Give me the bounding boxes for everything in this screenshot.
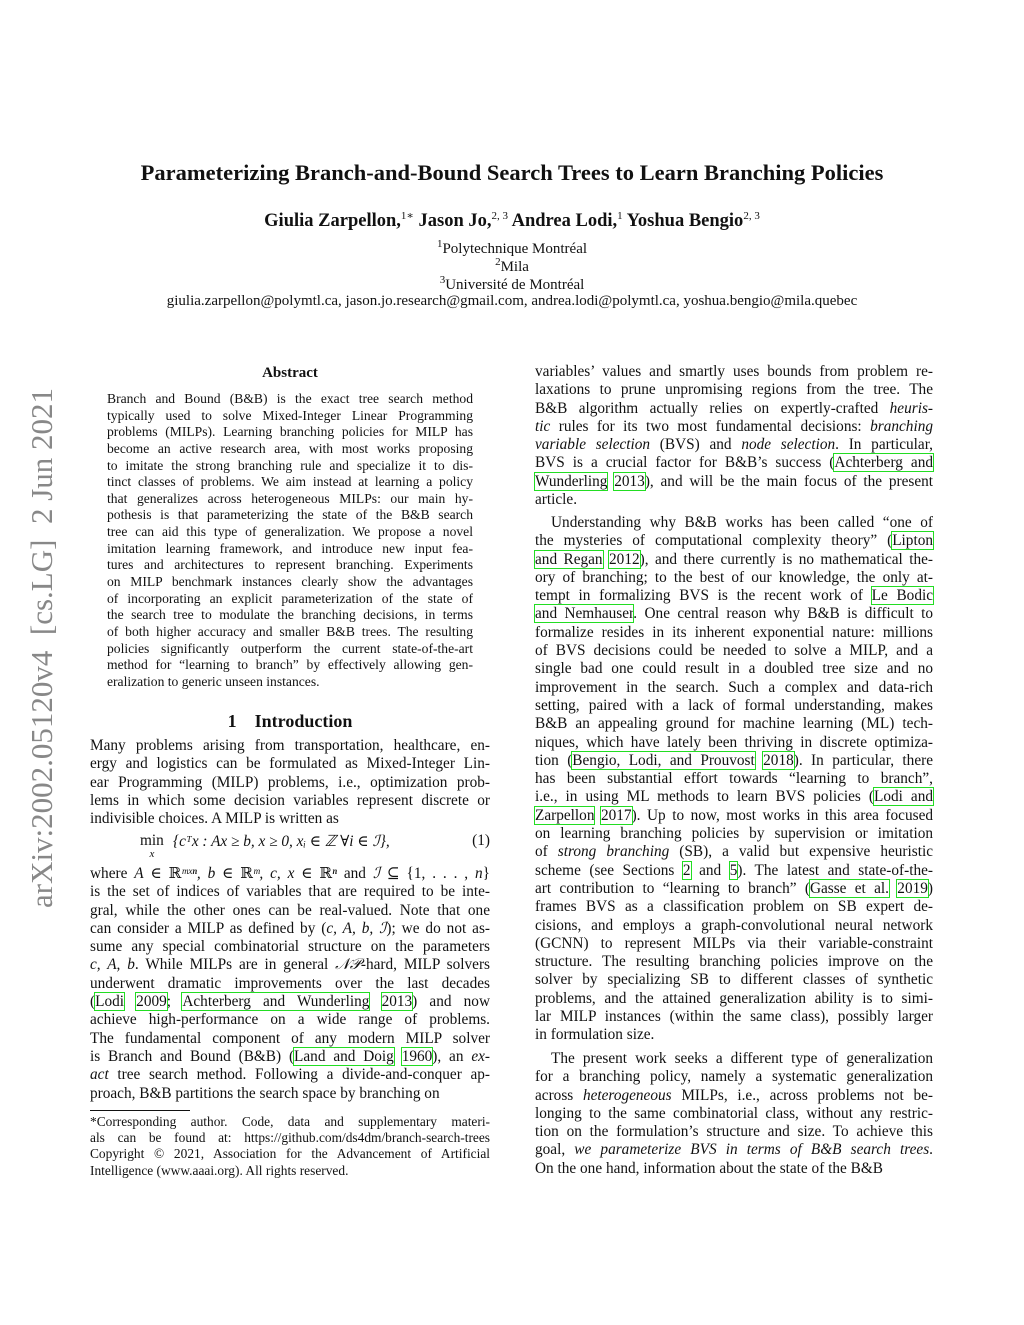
text-run: structure. The resulting branching policies improve on the xyxy=(535,953,933,971)
text-run: B&B algorithm actually relies on expertly-crafted xyxy=(535,399,890,417)
text-line xyxy=(535,473,933,491)
text-line xyxy=(90,737,490,755)
text-run: B&B an appealing ground for machine learning (ML) tech- xyxy=(535,715,933,733)
author xyxy=(627,211,760,231)
text-run: i.e., in using ML methods to learn BVS policies ( xyxy=(535,788,874,806)
author xyxy=(512,211,623,231)
text-run: problems (MILPs). Learning branching policies for MILP has xyxy=(107,424,473,440)
italic-text: heuris- xyxy=(889,399,933,417)
text-line xyxy=(90,1048,490,1066)
text-run: problems, and the attained generalization ability is to simi- xyxy=(535,989,933,1007)
text-line xyxy=(107,607,473,624)
text-run: imitation learning framework, and introduce new input fea- xyxy=(107,540,473,556)
text-line xyxy=(535,697,933,715)
text-run: ∈ ℝ xyxy=(215,865,254,882)
text-run: on MILP benchmark instances clearly show the advantages xyxy=(107,574,473,590)
intro-paragraph xyxy=(90,737,490,828)
text-run: tempt in formalizing BVS is the recent work of xyxy=(535,587,872,605)
abstract xyxy=(107,363,473,691)
text-run: lar MILP instances (within the same class), possibly larger xyxy=(535,1008,933,1026)
text-line xyxy=(107,408,473,425)
arxiv-stamp: arXiv:2002.05120v4 [cs.LG] 2 Jun 2021 xyxy=(24,387,59,909)
text-line xyxy=(535,935,933,953)
affiliation-sup: 1 xyxy=(436,238,443,250)
italic-text: act xyxy=(90,1066,109,1084)
citation-link[interactable]: 2013 xyxy=(614,472,645,490)
affiliation-name: Polytechnique Montréal xyxy=(442,241,588,257)
citation-link[interactable]: Le Bodic xyxy=(871,587,934,605)
text-line xyxy=(90,792,490,810)
author-sup: 2, 3 xyxy=(743,210,760,222)
math-text: ℐ xyxy=(372,865,380,882)
text-line xyxy=(535,381,933,399)
text-run: tures and architectures to represent branching. Experiments xyxy=(107,557,473,573)
citation-link[interactable]: Bengio, Lodi, and Prouvost xyxy=(572,751,755,769)
text-run: tinct classes of problems. We aim instead at learning a policy xyxy=(107,474,473,490)
text-run: become an active research area, with most works proposing xyxy=(107,440,473,456)
citation-link[interactable]: 2018 xyxy=(763,751,794,769)
footnote-rule xyxy=(90,1110,190,1111)
text-run: ) and now xyxy=(412,993,490,1011)
text-line xyxy=(90,975,490,993)
affiliation xyxy=(0,256,1024,276)
text-line xyxy=(90,1146,490,1162)
text-run: variables’ values and smartly uses bounds from problem re- xyxy=(535,363,933,380)
equation-operator xyxy=(140,832,164,868)
italic-text: tic xyxy=(535,417,551,435)
text-run: tree search method. Following a divide-and-conquer ap- xyxy=(108,1066,490,1084)
text-run: } xyxy=(482,865,491,882)
text-line xyxy=(107,458,473,475)
text-run: has been substantial effort towards “learning to branch”, xyxy=(535,770,933,788)
text-line xyxy=(535,624,933,642)
text-run: proach, B&B partitions the search space by branching on xyxy=(90,1084,440,1102)
text-run: goal, xyxy=(535,1141,575,1159)
text-line xyxy=(107,674,473,691)
text-run: tree can aid this type of generalization. We propose a novel xyxy=(107,524,473,540)
text-run: of incorporating an explicit parameterization of the state of xyxy=(107,590,473,606)
text-line xyxy=(535,1026,933,1044)
text-run: is the set of indices of variables that are required to be inte- xyxy=(90,883,490,901)
math-text: ᵐ, c, x xyxy=(253,865,295,882)
text-run: Intelligence (www.aaai.org). All rights reserved. xyxy=(90,1162,349,1178)
affiliation-sup: 2 xyxy=(495,256,501,268)
text-line xyxy=(535,400,933,418)
footnote xyxy=(90,1114,490,1179)
text-run: across xyxy=(535,1086,583,1104)
section-heading xyxy=(90,711,490,732)
text-line xyxy=(107,491,473,508)
text-run: ( xyxy=(90,993,96,1011)
text-run: underwent dramatic improvements over the last decades xyxy=(90,974,490,992)
text-line xyxy=(90,993,490,1011)
text-line xyxy=(90,865,490,883)
text-run: ear Programming (MILP) problems, i.e., optimization prob- xyxy=(90,773,490,791)
author-sup: 1 xyxy=(617,210,623,222)
text-run: sume any special combinatorial structure on the parameters xyxy=(90,938,490,956)
citation-link[interactable]: 5 xyxy=(729,861,738,879)
text-line xyxy=(535,1141,933,1159)
text-run: pothesis is that parameterizing the state of the B&B search xyxy=(107,507,473,523)
citation-link[interactable]: Gasse et al. xyxy=(809,879,889,897)
text-line xyxy=(535,1123,933,1141)
italic-text: variable selection xyxy=(535,436,651,454)
intro-paragraph xyxy=(535,1050,933,1178)
math-text: c, A, b xyxy=(90,956,135,974)
citation-link[interactable]: 2012 xyxy=(609,550,640,568)
text-line xyxy=(535,642,933,660)
text-run: Branch and Bound (B&B) is the exact tree search method xyxy=(107,391,473,406)
italic-text: heterogeneous xyxy=(582,1086,672,1104)
text-line xyxy=(90,774,490,792)
math-text: c, A, b, ℐ xyxy=(326,919,387,937)
text-line xyxy=(107,424,473,441)
text-line xyxy=(535,587,933,605)
text-line xyxy=(90,1114,490,1130)
citation-link[interactable]: 2019 xyxy=(897,879,928,897)
text-run: of xyxy=(535,843,558,861)
text-run: MILPs, i.e., across problems not be- xyxy=(671,1086,933,1104)
text-run: . While MILPs are in general xyxy=(134,956,336,974)
text-run: indivisible choices. A MILP is written as xyxy=(90,810,339,828)
text-run xyxy=(394,1048,402,1065)
text-run: is Branch and Bound (B&B) ( xyxy=(90,1047,295,1065)
citation-link[interactable]: Land and Doig xyxy=(294,1047,394,1065)
citation-link[interactable]: Zarpellon xyxy=(535,806,595,824)
text-run: ). Up to now, most works in this area focused xyxy=(631,806,934,824)
text-run: ). The latest and state-of-the- xyxy=(737,861,933,879)
text-run: lems in which some decision variables represent discrete or xyxy=(90,791,490,809)
text-run: that generalizes across heterogeneous MILPs: our main hy- xyxy=(107,490,473,506)
equation-1 xyxy=(90,832,490,866)
text-line xyxy=(90,956,490,974)
text-run: . xyxy=(929,1141,933,1159)
text-line xyxy=(90,1011,490,1029)
affiliation-name: Mila xyxy=(500,259,529,275)
text-line xyxy=(90,902,490,920)
text-line xyxy=(90,1163,490,1179)
text-run: tion ( xyxy=(535,751,573,769)
text-line xyxy=(535,679,933,697)
text-line xyxy=(535,514,933,532)
text-run xyxy=(594,807,601,824)
author-name: Giulia Zarpellon, xyxy=(264,211,401,232)
text-run: -hard, MILP solvers xyxy=(360,956,491,974)
min-operator: min xyxy=(140,832,164,849)
math-text: ⁿ xyxy=(332,865,337,882)
text-run: where xyxy=(90,865,135,882)
text-line xyxy=(535,605,933,623)
text-run: The present work seeks a different type of generalization xyxy=(551,1050,933,1067)
text-run: ∈ ℝ xyxy=(143,865,182,882)
text-run: the mysteries of computational complexity theory” ( xyxy=(535,532,893,550)
text-line xyxy=(535,990,933,1008)
citation-link[interactable]: Lodi and xyxy=(873,788,933,806)
italic-text: ex- xyxy=(471,1047,491,1065)
abstract-body xyxy=(107,391,473,691)
citation-link[interactable]: Lodi xyxy=(95,993,125,1011)
text-run: *Corresponding author. Code, data and supplementary materi- xyxy=(90,1114,490,1129)
text-line xyxy=(107,657,473,674)
math-text: ᵐˣⁿ, b xyxy=(181,865,216,882)
italic-text: node selection xyxy=(741,436,836,454)
text-line xyxy=(535,1105,933,1123)
text-line xyxy=(90,938,490,956)
text-line xyxy=(107,557,473,574)
text-line xyxy=(535,825,933,843)
text-line xyxy=(535,1160,933,1178)
text-run: method for “learning to branch” by effectively allowing gen- xyxy=(107,657,473,673)
text-line xyxy=(535,1068,933,1086)
text-run: the search tree to modulate the branching decisions, in terms xyxy=(107,607,473,623)
text-line xyxy=(535,551,933,569)
text-run: policies significantly outperform the current state-of-the-art xyxy=(107,640,473,656)
text-run: ), and there currently is no mathematical the- xyxy=(639,550,933,568)
text-line xyxy=(90,1085,490,1103)
text-run: solver by specializing SB to different classes of synthetic xyxy=(535,971,933,989)
affiliation xyxy=(0,238,1024,258)
text-line xyxy=(90,1130,490,1146)
text-run: On the one hand, information about the state of the B&B xyxy=(535,1159,883,1177)
text-run: tion on the formulation’s structure and size. To achieve this xyxy=(535,1123,933,1141)
text-line xyxy=(535,418,933,436)
citation-link[interactable]: and Regan xyxy=(535,550,603,568)
text-run: Understanding why B&B works has been called “one of xyxy=(551,514,933,531)
text-run: on learning branching policies by supervision or imitation xyxy=(535,825,933,843)
text-run: single bad one could result in a doubled tree size and no xyxy=(535,660,933,678)
text-run: can consider a MILP as defined by ( xyxy=(90,919,327,937)
text-run: scheme (see Sections xyxy=(535,861,683,879)
citation-link[interactable]: 2009 xyxy=(136,993,167,1011)
text-run: ⊆ {1, . . . , xyxy=(380,865,476,882)
text-line xyxy=(535,436,933,454)
text-run: cisions, and employs a graph-convolutional neural network xyxy=(535,916,933,934)
text-run: formalize resides in its inherent exponential nature: millions xyxy=(535,623,933,641)
italic-text: branching xyxy=(870,417,933,435)
text-run: eralization to generic unseen instances. xyxy=(107,673,320,689)
text-line xyxy=(107,524,473,541)
author-name: Andrea Lodi, xyxy=(511,211,618,232)
text-line xyxy=(535,953,933,971)
text-line xyxy=(535,569,933,587)
min-subscript: x xyxy=(149,848,155,860)
citation-link[interactable]: 1960 xyxy=(401,1047,433,1065)
text-run: The fundamental component of any modern MILP solver xyxy=(90,1029,490,1047)
author-name: Jason Jo, xyxy=(418,211,492,232)
text-run: to imitate the strong branching rule and specialize it to dis- xyxy=(107,457,473,473)
citation-link[interactable]: Achterberg and Wunderling xyxy=(182,993,370,1011)
text-line xyxy=(535,1008,933,1026)
text-line xyxy=(107,391,473,408)
text-line xyxy=(107,474,473,491)
text-line xyxy=(107,441,473,458)
text-run: ; xyxy=(166,993,183,1011)
text-line xyxy=(107,507,473,524)
text-line xyxy=(535,1050,933,1068)
text-run xyxy=(124,993,136,1010)
text-run xyxy=(369,993,381,1010)
text-line xyxy=(535,807,933,825)
paper-title: Parameterizing Branch-and-Bound Search Trees to Learn Branching Policies xyxy=(140,160,884,185)
text-run: . One central reason why B&B is difficult to xyxy=(633,605,933,623)
text-line xyxy=(90,1030,490,1048)
text-run: ergy and logistics can be formulated as Mixed-Integer Lin- xyxy=(90,755,490,773)
text-line xyxy=(107,591,473,608)
citation-link[interactable]: 2 xyxy=(682,861,691,879)
text-run: frames BVS as a classification problem on SB expert de- xyxy=(535,898,933,916)
text-line xyxy=(535,917,933,935)
math-text: n xyxy=(475,865,483,882)
citation-link[interactable]: Lipton xyxy=(892,532,933,550)
text-line xyxy=(90,810,490,828)
text-run: ), an xyxy=(432,1047,472,1065)
citation-link[interactable]: 2017 xyxy=(600,806,632,824)
text-run: achieve high-performance on a wide range of problems. xyxy=(90,1011,490,1029)
text-run: (BVS) and xyxy=(650,436,742,454)
text-run: Many problems arising from transportation, healthcare, en- xyxy=(90,737,490,754)
affiliation-name: Université de Montréal xyxy=(445,277,585,293)
affiliation-sup: 3 xyxy=(439,274,446,286)
text-line xyxy=(535,363,933,381)
text-run: (GCNN) to represent MILPs via their variable-constraint xyxy=(535,934,933,952)
author-list xyxy=(0,209,1024,232)
text-run: BVS is a crucial factor for B&B’s success ( xyxy=(535,454,835,472)
text-run xyxy=(755,752,763,769)
text-line xyxy=(107,541,473,558)
text-run: rules for its two most fundamental decisions: xyxy=(550,417,871,435)
text-line xyxy=(90,1066,490,1084)
text-line xyxy=(107,574,473,591)
text-line xyxy=(535,1087,933,1105)
math-text: A xyxy=(134,865,144,882)
text-line xyxy=(535,715,933,733)
intro-paragraph xyxy=(90,865,490,1103)
text-line xyxy=(535,788,933,806)
math-text: 𝒩𝒫 xyxy=(335,956,361,974)
text-run: article. xyxy=(535,491,578,509)
text-run: in formulation size. xyxy=(535,1026,655,1044)
text-line xyxy=(90,755,490,773)
citation-link[interactable]: Wunderling xyxy=(535,472,608,490)
text-line xyxy=(90,883,490,901)
intro-paragraph xyxy=(535,514,933,1045)
text-run: art contribution to “learning to branch” ( xyxy=(535,879,810,897)
equation-body: {cᵀx : Ax ≥ b, x ≥ 0, xᵢ ∈ ℤ ∀i ∈ ℐ}, xyxy=(173,833,390,850)
text-run: laxations to prune unpromising regions from the tree. The xyxy=(535,381,933,399)
text-run: setting, paired with a lack of formal understanding, makes xyxy=(535,696,933,714)
text-run: gral, while the other ones can be real-valued. Note that one xyxy=(90,901,490,919)
text-run: ) xyxy=(927,879,933,897)
text-run: ∈ ℝ xyxy=(294,865,333,882)
text-line xyxy=(535,898,933,916)
author-sup: 1∗ xyxy=(400,210,414,222)
text-line xyxy=(535,843,933,861)
text-run: als can be found at: https://github.com/ds4dm/branch-search-trees xyxy=(90,1130,490,1146)
text-run: ); we do not as- xyxy=(386,919,490,937)
text-run: ). In particular, there xyxy=(793,751,933,769)
text-run: and xyxy=(336,865,373,882)
intro-paragraph xyxy=(535,363,933,509)
author-sup: 2, 3 xyxy=(491,210,508,222)
text-run: and xyxy=(690,861,730,879)
text-run: (SB), a valid but expensive heuristic xyxy=(669,843,933,861)
italic-text: we parameterize BVS in terms of B&B search trees xyxy=(574,1141,930,1159)
text-line xyxy=(535,862,933,880)
section-number: 1 xyxy=(227,711,237,731)
author-emails: giulia.zarpellon@polymtl.ca, jason.jo.research@gmail.com, andrea.lodi@polymtl.ca, yoshua.bengio@mila.quebec xyxy=(166,293,858,309)
text-run: of BVS decisions could be needed to solve a MILP, and a xyxy=(535,642,933,660)
citation-link[interactable]: 2013 xyxy=(381,993,413,1011)
affiliation xyxy=(0,274,1024,294)
text-line xyxy=(535,971,933,989)
equation-number: (1) xyxy=(472,832,490,849)
text-line xyxy=(535,454,933,472)
author xyxy=(419,211,509,231)
text-run: niques, which have lately been thriving in discrete optimiza- xyxy=(535,733,933,751)
text-line xyxy=(535,880,933,898)
author xyxy=(264,211,414,231)
text-line xyxy=(535,752,933,770)
citation-link[interactable]: and Nemhauser xyxy=(535,605,634,623)
text-run: Copyright © 2021, Association for the Advancement of Artificial xyxy=(90,1146,490,1162)
abstract-heading: Abstract xyxy=(262,365,318,381)
text-run: typically used to solve Mixed-Integer Linear Programming xyxy=(107,407,473,423)
text-line xyxy=(107,624,473,641)
text-run: improvement in the search. Such a complex and data-rich xyxy=(535,678,933,696)
text-line xyxy=(107,641,473,658)
text-run: ), and will be the main focus of the present xyxy=(644,472,934,490)
text-run: of both higher accuracy and smaller B&B trees. The resulting xyxy=(107,623,473,639)
text-run: . In particular, xyxy=(835,436,933,454)
text-line xyxy=(90,920,490,938)
text-line xyxy=(535,770,933,788)
text-run: for a branching policy, namely a systematic generalization xyxy=(535,1068,933,1086)
text-run: ory of branching; to the best of our knowledge, the only at- xyxy=(535,568,933,586)
section-title: Introduction xyxy=(254,711,353,731)
text-line xyxy=(535,532,933,550)
text-run: longing to the same combinatorial class, without any restric- xyxy=(535,1104,933,1122)
author-name: Yoshua Bengio xyxy=(626,211,744,232)
citation-link[interactable]: Achterberg and xyxy=(834,454,934,472)
italic-text: strong branching xyxy=(557,843,670,861)
text-line xyxy=(535,660,933,678)
text-line xyxy=(535,734,933,752)
text-line xyxy=(535,491,933,509)
